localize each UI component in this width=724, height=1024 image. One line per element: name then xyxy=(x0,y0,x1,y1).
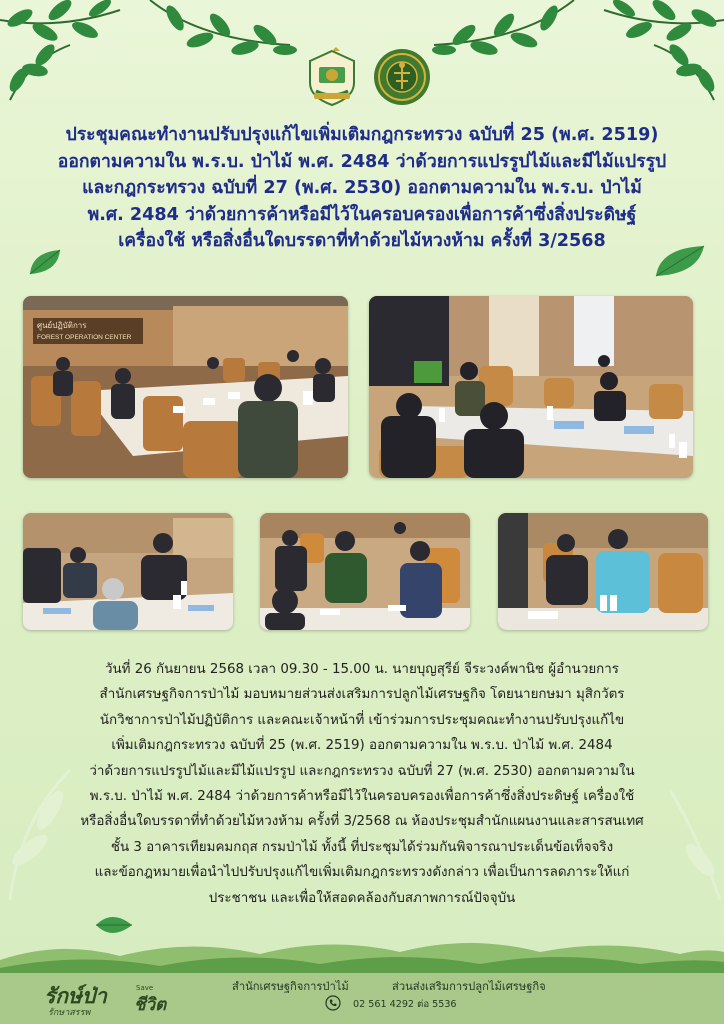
body-line: ชั้น 3 อาคารเทียมคมกฤส กรมป่าไม้ ทั้งนี้ ที่ประชุมได้ร่วมกันพิจารณาประเด็นข้อเท็จจริง xyxy=(110,839,614,855)
body-line: ประชาชน และเพื่อให้สอดคล้องกับสภาพการณ์ปัจจุบัน xyxy=(208,890,516,906)
logo-group xyxy=(300,42,434,112)
meeting-photo-5 xyxy=(498,513,708,630)
article-body xyxy=(12,657,712,911)
footer-phone: 02 561 4292 ต่อ 5536 xyxy=(353,999,457,1010)
headline-line: ออกตามความใน พ.ร.บ. ป่าไม้ พ.ศ. 2484 ว่าด้วยการแปรรูปไม้และมีไม้แปรรูป xyxy=(57,151,667,172)
footer-division: ส่วนส่งเสริมการปลูกไม้เศรษฐกิจ xyxy=(392,980,546,993)
body-line: นักวิชาการป่าไม้ปฏิบัติการ และคณะเจ้าหน้าที่ เข้าร่วมการประชุมคณะทำงานปรับปรุงแก้ไข xyxy=(99,712,625,728)
footer-agency: สำนักเศรษฐกิจการป่าไม้ xyxy=(232,980,349,993)
save-forest-logo xyxy=(44,980,174,1020)
body-line: วันที่ 26 กันยายน 2568 เวลา 09.30 - 15.00 น. นายบุญสุรีย์ จีระวงค์พานิช ผู้อำนวยการ xyxy=(104,662,620,677)
body-line: สำนักเศรษฐกิจการป่าไม้ มอบหมายส่วนส่งเสริมการปลูกไม้เศรษฐกิจ โดยนายกษมา มุสิกวัตร xyxy=(99,687,625,703)
ministry-seal-icon xyxy=(372,47,432,107)
meeting-photo-3 xyxy=(23,513,233,630)
phone-icon xyxy=(325,995,341,1011)
headline-line: พ.ศ. 2484 ว่าด้วยการค้าหรือมีไว้ในครอบครองเพื่อการค้าซึ่งสิ่งประดิษฐ์ xyxy=(87,204,637,225)
headline-line: และกฎกระทรวง ฉบับที่ 27 (พ.ศ. 2530) ออกตามความใน พ.ร.บ. ป่าไม้ xyxy=(82,178,642,198)
body-line: หรือสิ่งอื่นใดบรรดาที่ทำด้วยไม้หวงห้าม ครั้งที่ 3/2568 ณ ห้องประชุมสำนักแผนงานและสารสนเทศ xyxy=(80,814,644,830)
forest-operation-center-sign-th: ศูนย์ปฏิบัติการ xyxy=(37,321,87,330)
brand-sub-text: รักษาสรรพ xyxy=(48,1008,91,1018)
body-line: และข้อกฎหมายเพื่อนำไปปรับปรุงแก้ไขเพิ่มเติมกฎกระทรวงดังกล่าว เพื่อเป็นการลดภาระให้แก่ xyxy=(94,865,630,881)
leaf-branch-top-left xyxy=(0,0,300,110)
forest-department-emblem-icon xyxy=(302,47,362,107)
meeting-photo-2 xyxy=(369,296,693,478)
brand-chiwit-text: ชีวิต xyxy=(134,995,167,1015)
brand-main-text: รักษ์ป่า xyxy=(44,983,107,1008)
body-line: ว่าด้วยการแปรรูปไม้และมีไม้แปรรูป และกฎกระทรวง ฉบับที่ 27 (พ.ศ. 2530) ออกตามความใน xyxy=(89,763,635,779)
body-line: เพิ่มเติมกฎกระทรวง ฉบับที่ 25 (พ.ศ. 2519) ออกตามความใน พ.ร.บ. ป่าไม้ พ.ศ. 2484 xyxy=(111,738,613,754)
meeting-photo-4 xyxy=(260,513,470,630)
brand-save-text: Save xyxy=(136,984,154,992)
meeting-photo-1 xyxy=(23,296,348,478)
headline-line: เครื่องใช้ หรือสิ่งอื่นใดบรรดาที่ทำด้วยไม้หวงห้าม ครั้งที่ 3/2568 xyxy=(118,231,606,251)
headline-line: ประชุมคณะทำงานปรับปรุงแก้ไขเพิ่มเติมกฎกระทรวง ฉบับที่ 25 (พ.ศ. 2519) xyxy=(65,125,659,145)
headline xyxy=(20,122,704,255)
body-line: พ.ร.บ. ป่าไม้ พ.ศ. 2484 ว่าด้วยการค้าหรือมีไว้ในครอบครองเพื่อการค้าซึ่งสิ่งประดิษฐ์ เครื่องใช้ xyxy=(89,789,635,805)
leaf-branch-top-right xyxy=(424,0,724,110)
forest-operation-center-sign-en: FOREST OPERATION CENTER xyxy=(37,334,132,341)
hills-illustration xyxy=(0,930,724,978)
